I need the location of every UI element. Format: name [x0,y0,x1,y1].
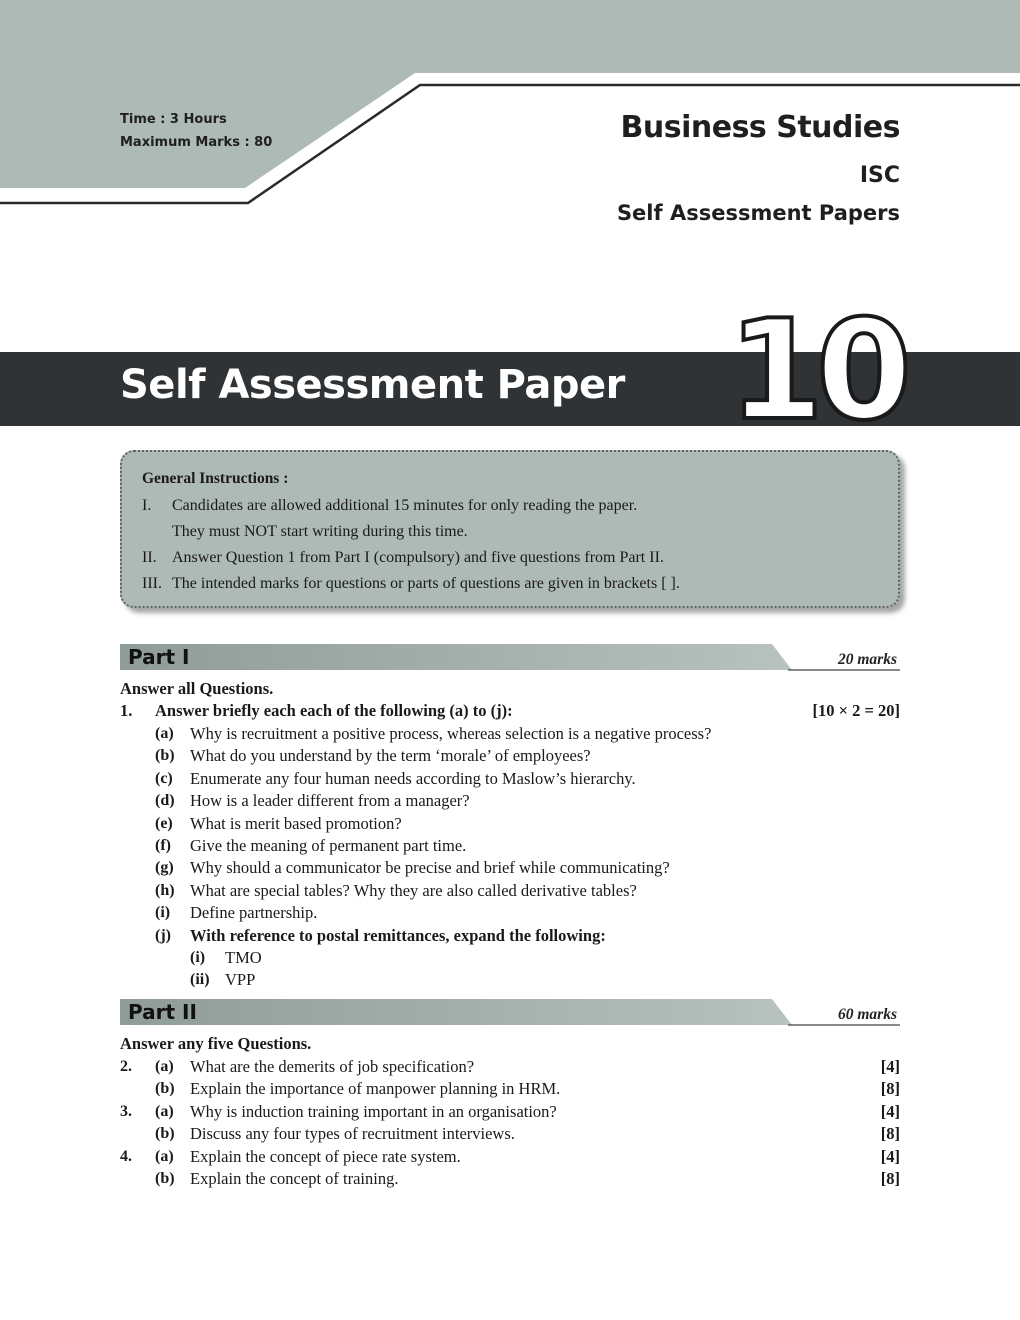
part-1-directive: Answer all Questions. [120,679,274,698]
subquestion-text: What is merit based promotion? [190,813,402,833]
part-1-label: Part I [128,645,190,669]
subquestion-marks: [8] [880,1169,900,1188]
general-instructions-box [120,450,900,608]
subquestion-text: How is a leader different from a manager? [190,791,470,811]
subquestion-text: Define partnership. [190,903,318,923]
part-2-marks: 60 marks [838,1006,897,1023]
instruction-text: They must NOT start writing during this time. [172,523,468,540]
subject-title: Business Studies [620,110,900,145]
subquestion-marks: [4] [880,1101,900,1121]
subquestion-marks: [4] [880,1146,900,1166]
subquestion-text: Give the meaning of permanent part time. [190,836,467,855]
subquestion-text: Why is induction training important in an organisation? [190,1101,557,1121]
subquestion-label: (i) [155,904,171,922]
subquestion-label: (a) [155,725,174,742]
instruction-item [142,519,878,545]
paper-number [716,300,916,430]
sub-subquestion-text: TMO [225,948,262,967]
subquestion-text: Discuss any four types of recruitment interviews. [190,1124,515,1144]
question-number: 2. [120,1058,132,1075]
instruction-number: III. [142,575,162,592]
part-2-directive: Answer any five Questions. [120,1034,312,1053]
subquestion-text: Why should a communicator be precise and brief while communicating? [190,858,670,878]
question-text: Answer briefly each each of the following (a) to (j): [155,701,513,720]
subquestion-text: What do you understand by the term ‘morale’ of employees? [190,746,591,766]
question-number: 4. [120,1147,132,1165]
sub-subquestion-label: (i) [190,949,206,966]
subquestion-marks: [4] [880,1057,900,1076]
subquestion-text: Why is recruitment a positive process, whereas selection is a negative process? [190,724,712,743]
exam-time: Time : 3 Hours [120,112,227,127]
instruction-text: Candidates are allowed additional 15 minutes for only reading the paper. [172,497,638,514]
subquestion-label: (a) [155,1058,174,1075]
instruction-number [142,519,172,545]
paper-title: Self Assessment Paper [120,362,625,408]
subquestion-text: Explain the importance of manpower planning in HRM. [190,1079,561,1099]
subquestion-label: (b) [155,747,175,765]
subquestion-marks: [8] [880,1124,900,1144]
instructions-heading: General Instructions : [142,470,289,487]
subquestion-text: What are special tables? Why they are also called derivative tables? [190,880,637,900]
instruction-number: II. [142,549,157,566]
part-1-marks: 20 marks [838,651,897,668]
instruction-item [142,571,878,597]
subquestion-label: (b) [155,1170,175,1187]
subquestion-label: (h) [155,881,175,899]
subquestion-label: (d) [155,792,175,810]
part-2-header [120,999,900,1027]
subquestion-label: (e) [155,814,173,832]
subquestion-text: Explain the concept of training. [190,1169,399,1188]
question-number: 3. [120,1102,132,1120]
instruction-number: I. [142,497,152,514]
instruction-item [142,545,878,571]
series-title: Self Assessment Papers [616,201,900,225]
subquestion-text: Enumerate any four human needs according to Maslow’s hierarchy. [190,768,636,788]
subquestion-label: (a) [155,1147,174,1165]
board-name: ISC [859,163,900,188]
subquestion-label: (b) [155,1125,175,1143]
sub-subquestion-text: VPP [225,970,256,990]
subquestion-label: (f) [155,837,171,854]
question-marks: [10 × 2 = 20] [812,701,900,720]
subquestion-text: What are the demerits of job specification? [190,1057,475,1076]
subquestion-text: Explain the concept of piece rate system. [190,1146,461,1166]
instruction-text: Answer Question 1 from Part I (compulsory) and five questions from Part II. [172,549,664,566]
sub-subquestion-label: (ii) [190,971,210,989]
subquestion-label: (a) [155,1102,174,1120]
instruction-text: The intended marks for questions or parts of questions are given in brackets [ ]. [172,575,680,592]
question-number: 1. [120,701,133,720]
paper-number-text: 10 [727,300,905,430]
subquestion-marks: [8] [880,1079,900,1099]
subquestion-text: With reference to postal remittances, expand the following: [190,925,606,945]
part-1-header [120,644,900,672]
exam-max-marks: Maximum Marks : 80 [120,135,273,150]
subquestion-label: (j) [155,926,171,944]
part-2-label: Part II [128,1000,197,1024]
instruction-item [142,493,878,519]
subquestion-label: (b) [155,1080,175,1098]
subquestion-label: (c) [155,769,173,787]
subquestion-label: (g) [155,859,174,877]
